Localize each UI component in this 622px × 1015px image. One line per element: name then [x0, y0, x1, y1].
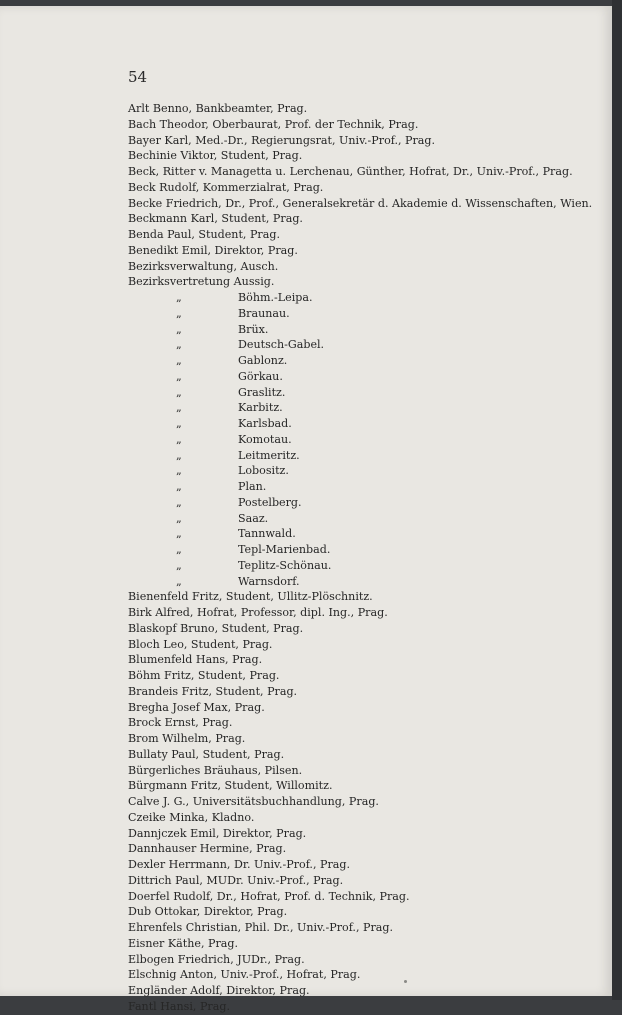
directory-entry: Bezirksvertretung Aussig.	[128, 275, 275, 289]
ditto-entry-text: Warnsdorf.	[238, 574, 300, 588]
ditto-entry	[128, 542, 608, 558]
directory-entry: Bloch Leo, Student, Prag.	[128, 637, 273, 651]
directory-entry: Beckmann Karl, Student, Prag.	[128, 212, 303, 226]
directory-entry: Dittrich Paul, MUDr. Univ.-Prof., Prag.	[128, 873, 344, 887]
ditto-entry-text: Leitmeritz.	[238, 448, 300, 462]
directory-entry: Dexler Herrmann, Dr. Univ.-Prof., Prag.	[128, 858, 351, 871]
directory-entry: Böhm Fritz, Student, Prag.	[128, 669, 280, 682]
ditto-mark: „	[176, 574, 182, 588]
directory-entry: Elschnig Anton, Univ.-Prof., Hofrat, Prag.	[128, 968, 361, 982]
directory-entry: Bregha Josef Max, Prag.	[128, 700, 265, 714]
directory-entry: Blumenfeld Hans, Prag.	[128, 653, 263, 667]
ditto-entry	[128, 463, 608, 479]
ditto-mark: „	[176, 417, 182, 430]
directory-entry: Bach Theodor, Oberbaurat, Prof. der Technik, Prag.	[128, 117, 419, 131]
ditto-entry-text: Karlsbad.	[238, 417, 292, 430]
directory-entry: Dub Ottokar, Direktor, Prag.	[128, 905, 288, 919]
directory-entry: Ehrenfels Christian, Phil. Dr., Univ.-Prof., Prag.	[128, 921, 394, 934]
directory-entry: Bullaty Paul, Student, Prag.	[128, 747, 285, 761]
ditto-entry	[128, 448, 608, 464]
directory-entry: Brandeis Fritz, Student, Prag.	[128, 684, 298, 698]
ditto-mark: „	[176, 291, 182, 304]
ditto-entry-text: Görkau.	[238, 369, 283, 383]
ditto-mark: „	[176, 306, 182, 320]
directory-entry: Beck, Ritter v. Managetta u. Lerchenau, Günther, Hofrat, Dr., Univ.-Prof., Prag.	[128, 165, 573, 178]
directory-entry: Bechinie Viktor, Student, Prag.	[128, 149, 303, 163]
ditto-mark: „	[176, 401, 182, 415]
ditto-entry	[128, 290, 608, 306]
directory-entry: Czeike Minka, Kladno.	[128, 810, 255, 824]
directory-entry: Dannhauser Hermine, Prag.	[128, 842, 287, 856]
ditto-entry	[128, 400, 608, 416]
ditto-mark: „	[176, 558, 182, 572]
ditto-entry	[128, 495, 608, 511]
ditto-entry-text: Saaz.	[238, 511, 269, 525]
directory-entry: Eisner Käthe, Prag.	[128, 936, 239, 950]
directory-entry: Bayer Karl, Med.-Dr., Regierungsrat, Univ.-Prof., Prag.	[128, 133, 436, 147]
directory-entry: Benedikt Emil, Direktor, Prag.	[128, 243, 298, 257]
ditto-entry-text: Gablonz.	[238, 354, 288, 367]
book-spine	[612, 0, 622, 1000]
ditto-mark: „	[176, 448, 182, 462]
ditto-mark: „	[176, 354, 182, 367]
ditto-mark: „	[176, 385, 182, 399]
ditto-entry	[128, 337, 608, 353]
ditto-entry-text: Postelberg.	[238, 495, 302, 509]
ditto-entry-text: Lobositz.	[238, 464, 289, 478]
ditto-entry-text: Tannwald.	[238, 527, 296, 541]
ditto-entry	[128, 558, 608, 574]
ditto-entry	[128, 511, 608, 527]
ditto-mark: „	[176, 338, 182, 352]
ditto-entry	[128, 306, 608, 322]
directory-entry: Calve J. G., Universitätsbuchhandlung, Prag.	[128, 795, 379, 808]
ditto-mark: „	[176, 432, 182, 446]
ditto-entry-text: Plan.	[238, 480, 267, 493]
ditto-entry-text: Deutsch-Gabel.	[238, 338, 325, 352]
ditto-entry	[128, 416, 608, 432]
ditto-entry	[128, 322, 608, 338]
directory-entry: Blaskopf Bruno, Student, Prag.	[128, 621, 304, 635]
ditto-entry	[128, 385, 608, 401]
ditto-mark: „	[176, 480, 182, 493]
ditto-entry-text: Brüx.	[238, 322, 269, 336]
ditto-mark: „	[176, 369, 182, 383]
ditto-mark: „	[176, 495, 182, 509]
directory-list	[128, 101, 608, 1015]
ditto-entry	[128, 574, 608, 590]
ditto-entry	[128, 432, 608, 448]
directory-entry: Birk Alfred, Hofrat, Professor, dipl. Ing., Prag.	[128, 606, 388, 619]
ditto-entry	[128, 526, 608, 542]
ditto-entry-text: Karbitz.	[238, 401, 283, 415]
ditto-mark: „	[176, 464, 182, 478]
ditto-entry-text: Braunau.	[238, 306, 290, 320]
ditto-entry-text: Komotau.	[238, 432, 292, 446]
ditto-mark: „	[176, 322, 182, 336]
directory-entry: Engländer Adolf, Direktor, Prag.	[128, 984, 310, 997]
ditto-entry-text: Böhm.-Leipa.	[238, 291, 313, 304]
ditto-entry	[128, 353, 608, 369]
ditto-entry-text: Graslitz.	[238, 385, 286, 399]
directory-entry: Bienenfeld Fritz, Student, Ullitz-Plöschnitz.	[128, 590, 373, 604]
directory-entry: Benda Paul, Student, Prag.	[128, 228, 280, 241]
paper-speck	[404, 980, 407, 983]
ditto-mark: „	[176, 511, 182, 525]
directory-entry: Bürgerliches Bräuhaus, Pilsen.	[128, 763, 303, 777]
directory-entry: Arlt Benno, Bankbeamter, Prag.	[128, 102, 308, 115]
directory-entry: Dannjczek Emil, Direktor, Prag.	[128, 826, 307, 840]
page-number: 54	[128, 68, 148, 86]
directory-entry: Bürgmann Fritz, Student, Willomitz.	[128, 779, 333, 793]
ditto-entry	[128, 369, 608, 385]
directory-entry: Brom Wilhelm, Prag.	[128, 732, 246, 745]
directory-entry: Becke Friedrich, Dr., Prof., Generalsekretär d. Akademie d. Wissenschaften, Wien.	[128, 196, 593, 210]
directory-entry: Elbogen Friedrich, JUDr., Prag.	[128, 952, 305, 966]
ditto-mark: „	[176, 543, 182, 556]
ditto-entry-text: Tepl-Marienbad.	[238, 543, 331, 556]
ditto-entry-text: Teplitz-Schönau.	[238, 558, 332, 572]
directory-entry: Beck Rudolf, Kommerzialrat, Prag.	[128, 180, 324, 194]
directory-entry: Bezirksverwaltung, Ausch.	[128, 259, 279, 273]
directory-entry: Fantl Hansi, Prag.	[128, 999, 230, 1013]
directory-entry: Doerfel Rudolf, Dr., Hofrat, Prof. d. Technik, Prag.	[128, 889, 410, 903]
book-page	[0, 6, 612, 1013]
directory-entry: Brock Ernst, Prag.	[128, 716, 233, 730]
ditto-entry	[128, 479, 608, 495]
ditto-mark: „	[176, 527, 182, 541]
